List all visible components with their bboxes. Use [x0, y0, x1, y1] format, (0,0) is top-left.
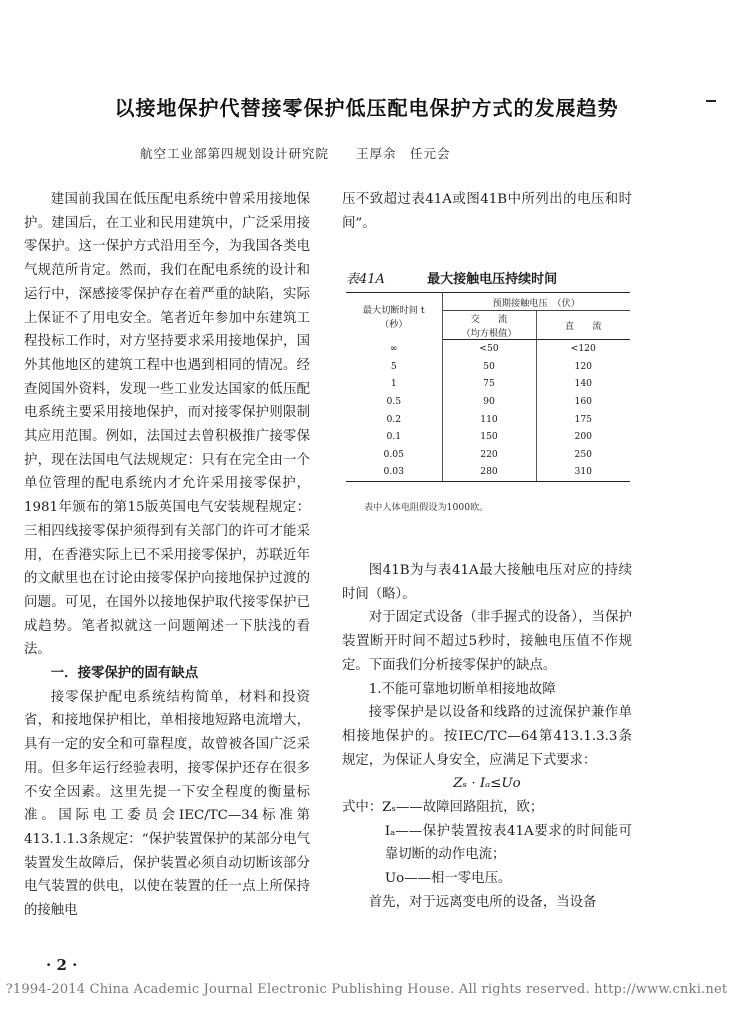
byline: [140, 144, 451, 162]
right-column-top: [342, 188, 632, 235]
table-cell-ac: 50: [442, 358, 536, 376]
table-cell-dc: 310: [536, 463, 630, 481]
table-header-time: [346, 293, 442, 340]
table-cell-dc: 175: [574, 413, 593, 425]
table-label: 表41A: [346, 272, 385, 287]
table-title: 最大接触电压持续时间: [427, 272, 558, 287]
table-cell-dc: 140: [574, 378, 593, 390]
table-cell-t: 0.03: [346, 463, 442, 481]
table-cell-t: 0.1: [346, 428, 442, 446]
table-cell-dc: 200: [574, 431, 593, 443]
table-body: [346, 340, 630, 482]
table-row: [346, 410, 630, 428]
table-row: [346, 393, 630, 411]
table-header-ac-sub: （均方根值）: [461, 328, 517, 339]
contact-voltage-table: [346, 292, 630, 482]
table-header-time-unit: （秒）: [379, 319, 408, 331]
table-cell-dc: <120: [570, 343, 596, 355]
table-cell-dc: 250: [574, 448, 593, 460]
table-cell-ac: 110: [442, 410, 536, 428]
table-note: 表中人体电阻假设为1000欧。: [364, 502, 489, 513]
table-cell-ac: <50: [442, 340, 536, 358]
formula: Zₛ · Iₐ≤Uo: [453, 776, 521, 792]
last-paragraph: 首先，对于远离变电所的设备，当设备: [368, 894, 597, 910]
table-row: [346, 446, 630, 464]
continued-paragraph: 压不致超过表41A或图41B中所列出的电压和时间”。: [342, 192, 632, 231]
table-cell-ac: 220: [442, 446, 536, 464]
table-cell-t: 0.5: [346, 393, 442, 411]
table-row: [346, 428, 630, 446]
table-header-time-label: 最大切断时间 t: [362, 305, 425, 317]
def-ia: Iₐ——保护装置按表41A要求的时间能可靠切断的动作电流；: [384, 823, 632, 863]
table-cell-t: 0.2: [346, 410, 442, 428]
margin-mark: [706, 100, 716, 102]
def-zs: 式中：Zₛ——故障回路阻抗，欧；: [342, 800, 544, 816]
article-title: 以接地保护代替接零保护低压配电保护方式的发展趋势: [114, 96, 619, 120]
table-header-voltage: 预期接触电压 （伏）: [442, 293, 630, 311]
table-row: [346, 358, 630, 376]
intro-paragraph: 建国前我国在低压配电系统中曾采用接地保护。建国后，在工业和民用建筑中，广泛采用接零保护。这一保护方式沿用至今，为我国各类电气规范所肯定。然而，我们在配电系统的设计和运行中，深感接零保护存在着严重的缺陷，实际上保证不了用电安全。笔者近年参加中东建筑工程投标工作时，对方坚持要求采用接地保护，国外其他地区的建筑工程中也遇到相同的情况。经查阅国外资料，发现一些工业发达国家的低压配电系统主要采用接地保护，而对接零保护则限制其应用范围。例如，法国过去曾积极推广接零保护，现在法国电气法规规定：只有在完全由一个单位管理的配电系统内才允许采用接零保护，1981年颁布的第15版英国电气安装规程规定：三相四线接零保护须得到有关部门的许可才能采用，在香港实际上已不采用接零保护，苏联近年的文献里也在讨论由接零保护向接地保护过渡的问题。可见，在国外以接地保护取代接零保护已成趋势。笔者拟就这一问题阐述一下肤浅的看法。: [24, 192, 310, 658]
table-cell-t: 5: [346, 358, 442, 376]
table-cell-ac: 280: [442, 463, 536, 481]
table-caption: [346, 268, 626, 287]
formula-definitions: [342, 796, 632, 891]
section-paragraph: 接零保护配电系统结构简单，材料和投资省，和接地保护相比，单相接地短路电流增大，具有一定的安全和可靠程度，故曾被各国广泛采用。但多年运行经验表明，接零保护还存在很多不安全因素。这里先提一下安全程度的衡量标准。国际电工委员会IEC/TC—34标准第413.1.1.3条规定：“保护装置保护的某部分电气装置发生故障后，保护装置必须自动切断该部分电气装置的供电，以使在装置的任一点上所保持的接触电: [24, 689, 310, 919]
page-number: · 2 ·: [46, 956, 78, 974]
table-row: [346, 463, 630, 481]
table-header-ac-label: 交 流: [470, 314, 508, 325]
table-cell-ac: 150: [442, 428, 536, 446]
table-header-ac: [442, 311, 536, 340]
subheading-paragraph: 接零保护是以设备和线路的过流保护兼作单相接地保护的。按IEC/TC—64第413.1.3.3条规定，为保证人身安全，应满足下式要求：: [342, 705, 632, 768]
table-row: [346, 340, 630, 358]
table-cell-dc: 160: [574, 396, 593, 408]
right-paragraph-1: 图41B为与表41A最大接触电压对应的持续时间（略）。: [342, 563, 632, 602]
table-cell-t: 0.05: [346, 446, 442, 464]
section-heading: 一．接零保护的固有缺点: [50, 666, 199, 682]
right-paragraph-2: 对于固定式设备（非手握式的设备），当保护装置断开时间不超过5秒时，接触电压值不作规定。下面我们分析接零保护的缺点。: [342, 610, 632, 673]
table-cell-dc: 120: [574, 360, 593, 372]
author-org: 航空工业部第四规划设计研究院: [140, 146, 330, 161]
table-cell-ac: 75: [442, 375, 536, 393]
right-column: [342, 559, 632, 915]
subheading: 1.不能可靠地切断单相接地故障: [368, 681, 556, 697]
table-cell-t: ∞: [346, 340, 442, 358]
table-row: [346, 375, 630, 393]
table-header-dc: 直 流: [536, 311, 630, 340]
def-uo: Uo——相一零电压。: [384, 871, 512, 887]
copyright-footer: ?1994-2014 China Academic Journal Electronic Publishing House. All rights reserved. http://www.cnki.net: [5, 982, 728, 997]
author-names: 王厚余 任元会: [356, 146, 451, 161]
table-cell-t: 1: [346, 375, 442, 393]
table-cell-ac: 90: [442, 393, 536, 411]
left-column: [24, 188, 310, 923]
